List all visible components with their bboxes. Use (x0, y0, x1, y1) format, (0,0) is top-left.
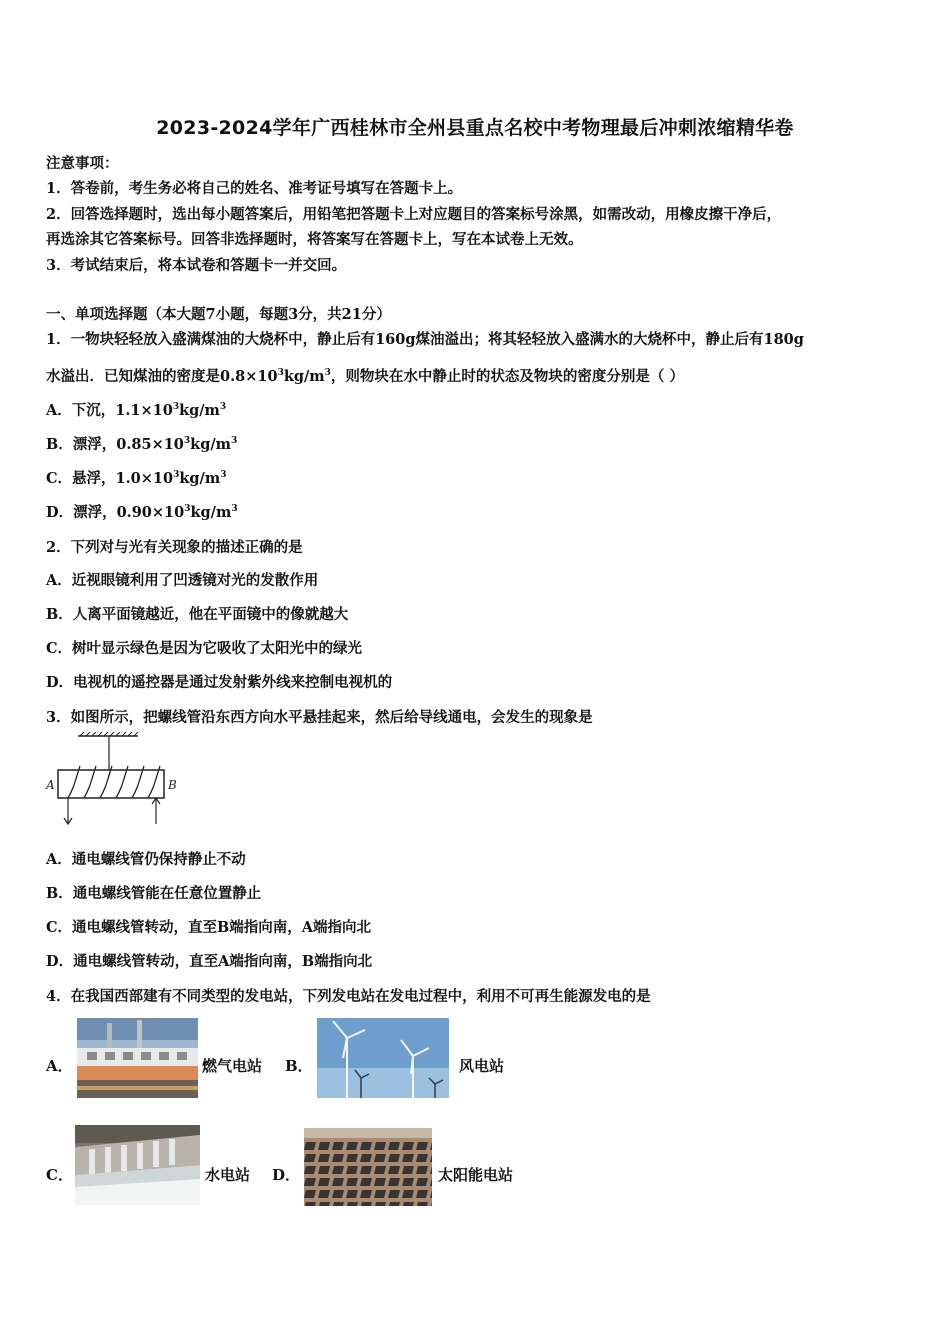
q2-stem: 2．下列对与光有关现象的描述正确的是 (46, 539, 303, 556)
notice-heading: 注意事项： (46, 155, 119, 172)
q1-option-b: B．漂浮，$0.85\times 10^3kg/m^3$ (46, 436, 238, 453)
q1-option-d: D．漂浮，$0.90\times 10^3kg/m^3$ (46, 504, 238, 521)
q1-option-c: C．悬浮，$1.0\times 10^3kg/m^3$ (46, 470, 227, 487)
q3-option-b: B．通电螺线管能在任意位置静止 (46, 885, 262, 902)
hydro-station-image (75, 1125, 200, 1205)
q4-option-b-letter: B． (285, 1057, 313, 1075)
page-title: 2023-2024学年广西桂林市全州县重点名校中考物理最后冲刺浓缩精华卷 (156, 117, 794, 139)
q1-option-a: A．下沉，$1.1\times 10^3kg/m^3$ (46, 402, 227, 419)
wind-station-image (317, 1018, 449, 1098)
q4-option-c-caption: 水电站 (205, 1166, 251, 1184)
q4-stem: 4．在我国西部建有不同类型的发电站，下列发电站在发电过程中，利用不可再生能源发电的是 (46, 988, 651, 1005)
q4-option-a-letter: A． (46, 1057, 73, 1075)
solenoid-figure (44, 732, 184, 828)
q1-stem-line1: 1．一物块轻轻放入盛满煤油的大烧杯中，静止后有160g煤油溢出；将其轻轻放入盛满水的大烧杯中，静止后有180g (46, 331, 804, 348)
notice-item: 再选涂其它答案标号。回答非选择题时，将答案写在答题卡上，写在本试卷上无效。 (46, 231, 583, 248)
q4-option-a-caption: 燃气电站 (202, 1057, 263, 1075)
q2-option-c: C．树叶显示绿色是因为它吸收了太阳光中的绿光 (46, 640, 363, 657)
notice-item: 2．回答选择题时，选出每小题答案后，用铅笔把答题卡上对应题目的答案标号涂黑，如需改动，用橡皮擦干净后， (46, 206, 782, 223)
section-heading: 一、单项选择题（本大题7小题，每题3分，共21分） (46, 306, 391, 323)
q1-stem-line2: 水溢出．已知煤油的密度是$0.8\times 10^3kg/m^3$，则物块在水中静止时的状态及物块的密度分别是（ ） (46, 368, 684, 385)
q4-option-b-caption: 风电站 (459, 1057, 505, 1075)
q2-option-b: B．人离平面镜越近，他在平面镜中的像就越大 (46, 606, 349, 623)
fig-label-b: B (168, 778, 177, 792)
gas-station-image (77, 1018, 198, 1098)
q3-stem: 3．如图所示，把螺线管沿东西方向水平悬挂起来，然后给导线通电，会发生的现象是 (46, 709, 593, 726)
q4-option-c-letter: C． (46, 1166, 73, 1184)
fig-label-a: A (46, 778, 55, 792)
q2-option-d: D．电视机的遥控器是通过发射紫外线来控制电视机的 (46, 674, 393, 691)
solar-station-image (304, 1128, 432, 1206)
q4-option-d-letter: D． (272, 1166, 301, 1184)
q2-option-a: A．近视眼镜利用了凹透镜对光的发散作用 (46, 572, 319, 589)
q3-option-c: C．通电螺线管转动，直至B端指向南，A端指向北 (46, 919, 372, 936)
notice-item: 3．考试结束后，将本试卷和答题卡一并交回。 (46, 257, 347, 274)
q4-option-d-caption: 太阳能电站 (438, 1166, 514, 1184)
q3-option-a: A．通电螺线管仍保持静止不动 (46, 851, 246, 868)
notice-item: 1．答卷前，考生务必将自己的姓名、准考证号填写在答题卡上。 (46, 180, 463, 197)
q3-option-d: D．通电螺线管转动，直至A端指向南，B端指向北 (46, 953, 373, 970)
